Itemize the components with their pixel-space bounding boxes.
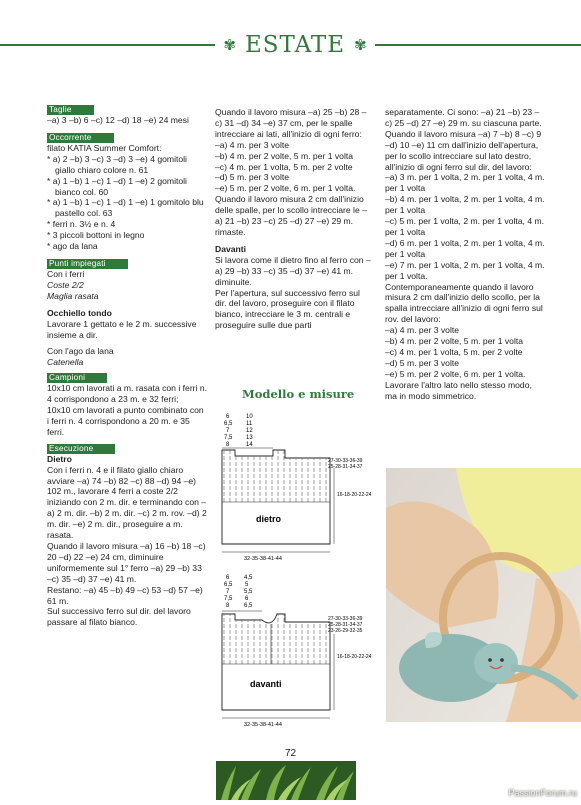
baby-photo	[386, 468, 581, 722]
middle-list-item: –b) 4 m. per 2 volte, 5 m. per 1 volta	[215, 150, 354, 161]
right-p2: Quando il lavoro misura –a) 7 –b) 8 –c) 9 –d) 10 –e) 11 cm dall'inizio dell'apertura, per lo scollo intrecciare sul lato destro, all'inizio di ogni ferro sul dir. del lavoro:	[385, 128, 542, 172]
right-p3: Contemporaneamente quando il lavoro misura 2 cm dall'inizio dello scollo, per la spalla intrecciare all'inizio di ogni ferro sul rov. del lavoro:	[385, 281, 543, 325]
dim: 6	[245, 596, 249, 602]
dietro-piece	[222, 414, 372, 562]
right-list2-item: –b) 4 m. per 2 volte, 5 m. per 1 volta	[385, 336, 524, 347]
davanti-label: davanti	[250, 679, 282, 689]
section-esecuzione: Esecuzione	[47, 444, 115, 454]
pattern-diagram	[210, 402, 375, 732]
dim: 6	[226, 575, 230, 581]
right-list1-item: –c) 5 m. per 1 volta, 2 m. per 1 volta, 4 m. per 1 volta	[385, 216, 545, 237]
dim: 25-28-31-34-37	[328, 622, 363, 628]
middle-column	[215, 107, 373, 331]
right-column	[385, 107, 545, 401]
dim: 7,5	[224, 435, 233, 441]
dietro-text-2: Quando il lavoro misura –a) 16 –b) 18 –c) 20 –d) 22 –e) 24 cm, diminuire uniformemente sul 1° ferro –a) 29 –b) 33 –c) 35 –d) 37 –e) 41 m.	[47, 541, 206, 584]
flower-icon: ✾	[223, 36, 236, 54]
occ-item: * a) 1 –b) 1 –c) 1 –d) 1 –e) 2 gomitoli bianco col. 60	[47, 175, 187, 197]
middle-list-item: –c) 4 m. per 1 volta, 5 m. per 2 volte	[215, 161, 353, 172]
right-list1-item: –a) 3 m. per 1 volta, 2 m. per 1 volta, 4 m. per 1 volta	[385, 172, 545, 194]
ago-title: Con l'ago da lana	[47, 346, 114, 357]
dim: 7,5	[224, 596, 233, 602]
diagram-svg	[210, 402, 375, 732]
section-taglie: Taglie	[47, 105, 94, 115]
campione-1: 10x10 cm lavorati a m. rasata con i ferri n. 4 corrispondono a 23 m. e 32 ferri;	[47, 383, 208, 405]
dim: 8	[226, 442, 230, 448]
right-p4: Lavorare l'altro lato nello stesso modo, ma in modo simmetrico.	[385, 379, 532, 401]
dietro-text-3: Restano: –a) 45 –b) 49 –c) 53 –d) 57 –e) 61 m.	[47, 584, 203, 606]
middle-p2: Quando il lavoro misura 2 cm dall'inizio delle spalle, per lo scollo intrecciare le –a) 21 –b) 23 –c) 25 –d) 27 –e) 29 m. rimaste.	[215, 194, 367, 237]
dim: 6	[226, 414, 230, 420]
dim: 6,5	[244, 603, 253, 609]
right-p1: separatamente. Ci sono: –a) 21 –b) 23 –c) 25 –d) 27 –e) 29 m. su ciascuna parte.	[385, 107, 542, 128]
maglia-rasata: Maglia rasata	[47, 290, 99, 301]
dim: 32-35-38-41-44	[244, 556, 282, 562]
campione-2: 10x10 cm lavorati a punto combinato con i ferri n. 4 corrispondono a 20 m. e 35 ferri.	[47, 405, 204, 437]
occ-item: * ago da lana	[47, 241, 98, 252]
dim: 12	[246, 428, 253, 434]
right-list1-item: –e) 7 m. per 1 volta, 2 m. per 1 volta, 4 m. per 1 volta.	[385, 259, 545, 281]
dietro-text-4: Sul successivo ferro sul dir. del lavoro passare al filato bianco.	[47, 606, 191, 628]
section-campioni: Campioni	[47, 373, 107, 383]
middle-p1: Quando il lavoro misura –a) 25 –b) 28 –c) 31 –d) 34 –e) 37 cm, per le spalle intrecciare ai lati, all'inizio di ogni ferro:	[215, 107, 367, 139]
occ-item: filato KATIA Summer Comfort:	[47, 142, 162, 153]
dim: 32-35-38-41-44	[244, 722, 282, 728]
dim: 16-18-20-22-24	[337, 654, 372, 660]
dim: 4,5	[244, 575, 253, 581]
dim: 27-30-33-36-39	[328, 458, 363, 464]
header	[215, 30, 375, 60]
right-list2-item: –c) 4 m. per 1 volta, 5 m. per 2 volte	[385, 346, 523, 357]
left-column	[47, 103, 207, 628]
right-list2-item: –a) 4 m. per 3 volte	[385, 325, 460, 336]
dim: 6,5	[224, 421, 233, 427]
occ-item: * a) 2 –b) 3 –c) 3 –d) 3 –e) 4 gomitoli giallo chiaro colore n. 61	[47, 153, 187, 175]
page-title: ESTATE	[244, 32, 346, 58]
dim: 11	[246, 421, 253, 427]
right-list2-item: –d) 5 m. per 3 volte	[385, 357, 460, 368]
dietro-label: dietro	[256, 514, 282, 524]
catenella: Catenella	[47, 357, 84, 368]
dim: 5,5	[244, 589, 253, 595]
right-list1-item: –d) 6 m. per 1 volta, 2 m. per 1 volta, 4 m. per 1 volta	[385, 237, 545, 259]
middle-list-item: –e) 5 m. per 2 volte, 6 m. per 1 volta.	[215, 183, 356, 194]
right-list1-item: –b) 4 m. per 1 volta, 2 m. per 1 volta, 4 m. per 1 volta	[385, 194, 545, 216]
dim: 7	[226, 589, 230, 595]
dim: 7	[226, 428, 230, 434]
diagram-title: Modello e misure	[242, 387, 355, 401]
middle-p4: Per l'apertura, sul successivo ferro sul dir. del lavoro, proseguire con il filato bianco, intrecciare le 3 m. centrali e proseguire sulle due parti	[215, 287, 360, 331]
occhiello-text: Lavorare 1 gettato e le 2 m. successive insieme a dir.	[47, 318, 197, 340]
leaves-decoration	[216, 761, 356, 800]
middle-list-item: –a) 4 m. per 3 volte	[215, 139, 290, 150]
occ-item: * a) 1 –b) 1 –c) 1 –d) 1 –e) 1 gomitolo blu pastello col. 63	[47, 197, 204, 219]
dim: 16-18-20-22-24	[337, 492, 372, 498]
dim: 23-26-29-32-35	[328, 628, 363, 634]
dim: 6,5	[224, 582, 233, 588]
section-punti: Punti impiegati	[47, 259, 128, 269]
occ-item: * 3 piccoli bottoni in legno	[47, 230, 145, 241]
con-ferri: Con i ferri	[47, 268, 85, 279]
dim: 10	[246, 414, 253, 420]
dim: 13	[246, 435, 253, 441]
dim: 27-30-33-36-39	[328, 616, 363, 622]
dim: 25-28-31-34-37	[328, 464, 363, 470]
middle-list-item: –d) 5 m. per 3 volte	[215, 172, 290, 183]
section-occorrente: Occorrente	[47, 133, 114, 143]
right-list2-item: –e) 5 m. per 2 volte, 6 m. per 1 volta.	[385, 368, 526, 379]
dietro-title: Dietro	[47, 453, 72, 464]
watermark: PassionForum.ru	[508, 788, 577, 798]
occhiello-title: Occhiello tondo	[47, 307, 112, 318]
dietro-text: Con i ferri n. 4 e il filato giallo chiaro avviare –a) 74 –b) 82 –c) 88 –d) 94 –e) 102 m., lavorare 4 ferri a coste 2/2 iniziando con 2 m. dir. e terminando con –a) 2 m. dir. –b) 2 m. dir. –c) 2 m. rov. –d) 2 m. dir. –e) 2 m. dir., proseguire a m. rasata.	[47, 464, 207, 541]
dim: 14	[246, 442, 253, 448]
coste: Coste 2/2	[47, 279, 84, 290]
davanti-piece	[222, 575, 372, 728]
flower-icon: ✾	[354, 36, 367, 54]
page-number: 72	[284, 748, 297, 759]
occ-item: * ferri n. 3½ e n. 4	[47, 219, 116, 230]
davanti-title: Davanti	[215, 243, 247, 254]
dim: 5	[245, 582, 249, 588]
middle-p3: Si lavora come il dietro fino al ferro con –a) 29 –b) 33 –c) 35 –d) 37 –e) 41 m. diminuite.	[215, 254, 371, 287]
taglie-text: –a) 3 –b) 6 –c) 12 –d) 18 –e) 24 mesi	[47, 115, 189, 125]
dim: 8	[226, 603, 230, 609]
